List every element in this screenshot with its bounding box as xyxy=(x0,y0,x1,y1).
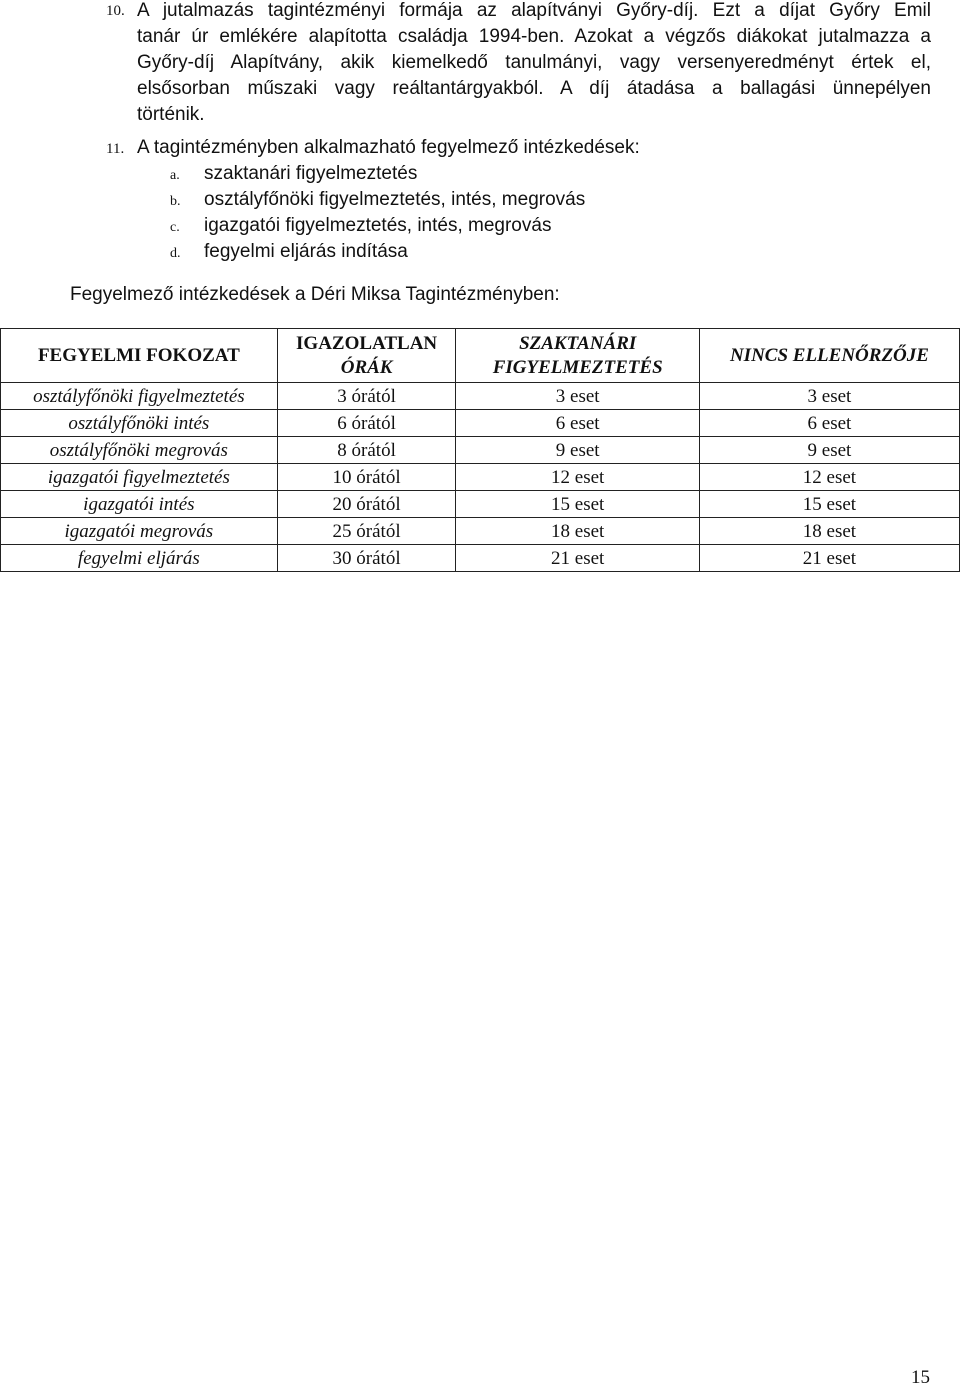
cell-hours: 25 órától xyxy=(277,518,456,545)
subitem-text: igazgatói figyelmeztetés, intés, megrovás xyxy=(204,215,552,236)
cell-no-report-book: 3 eset xyxy=(699,383,959,410)
cell-no-report-book: 21 eset xyxy=(699,545,959,572)
table-row xyxy=(1,518,960,545)
item-11-heading: A tagintézményben alkalmazható fegyelmező intézkedések: xyxy=(137,137,640,158)
cell-hours: 20 órától xyxy=(277,491,456,518)
cell-no-report-book: 6 eset xyxy=(699,410,959,437)
header-text: SZAKTANÁRI xyxy=(519,332,637,354)
item-10-line-5: történik. xyxy=(137,104,205,125)
cell-hours: 6 órától xyxy=(277,410,456,437)
item-10-number: 10. xyxy=(106,3,125,19)
cell-warnings: 15 eset xyxy=(456,491,699,518)
cell-level: osztályfőnöki megrovás xyxy=(1,437,278,464)
header-unexcused-hours xyxy=(277,329,456,383)
header-text: IGAZOLATLAN xyxy=(296,332,438,354)
item-11-subitem xyxy=(170,215,551,237)
table-row xyxy=(1,464,960,491)
table-row xyxy=(1,545,960,572)
subitem-text: osztályfőnöki figyelmeztetés, intés, megrovás xyxy=(204,189,586,210)
cell-warnings: 9 eset xyxy=(456,437,699,464)
item-11-subitem xyxy=(170,189,585,211)
cell-level: igazgatói megrovás xyxy=(1,518,278,545)
cell-warnings: 3 eset xyxy=(456,383,699,410)
cell-level: fegyelmi eljárás xyxy=(1,545,278,572)
page-number: 15 xyxy=(911,1367,930,1388)
item-11-subitem xyxy=(170,241,408,263)
header-disciplinary-level: FEGYELMI FOKOZAT xyxy=(1,329,278,383)
cell-warnings: 18 eset xyxy=(456,518,699,545)
item-11-subitem xyxy=(170,163,417,185)
discipline-table xyxy=(0,328,960,572)
cell-no-report-book: 12 eset xyxy=(699,464,959,491)
cell-warnings: 6 eset xyxy=(456,410,699,437)
cell-hours: 3 órától xyxy=(277,383,456,410)
cell-level: igazgatói figyelmeztetés xyxy=(1,464,278,491)
cell-warnings: 12 eset xyxy=(456,464,699,491)
table-row xyxy=(1,437,960,464)
subitem-letter: c. xyxy=(170,220,180,235)
table-row xyxy=(1,383,960,410)
cell-hours: 8 órától xyxy=(277,437,456,464)
subitem-letter: b. xyxy=(170,194,181,209)
item-10-line-4: elsősorban műszaki vagy reáltantárgyakból. A díj átadása a ballagási ünnepélyen xyxy=(137,78,931,99)
cell-hours: 30 órától xyxy=(277,545,456,572)
subitem-text: szaktanári figyelmeztetés xyxy=(204,163,418,184)
table-header-row xyxy=(1,329,960,383)
header-no-report-book: NINCS ELLENŐRZŐJE xyxy=(699,329,959,383)
subitem-letter: a. xyxy=(170,168,180,183)
cell-level: igazgatói intés xyxy=(1,491,278,518)
cell-warnings: 21 eset xyxy=(456,545,699,572)
table-row xyxy=(1,410,960,437)
table-caption: Fegyelmező intézkedések a Déri Miksa Tagintézményben: xyxy=(70,284,560,305)
cell-hours: 10 órától xyxy=(277,464,456,491)
item-11-number: 11. xyxy=(106,141,125,157)
cell-no-report-book: 18 eset xyxy=(699,518,959,545)
cell-no-report-book: 9 eset xyxy=(699,437,959,464)
item-10-line-2: tanár úr emlékére alapította családja 1994-ben. Azokat a végzős diákokat jutalmazza a xyxy=(137,26,931,47)
cell-level: osztályfőnöki figyelmeztetés xyxy=(1,383,278,410)
header-text: ÓRÁK xyxy=(340,356,393,378)
table-row xyxy=(1,491,960,518)
item-10-line-1: A jutalmazás tagintézményi formája az alapítványi Győry-díj. Ezt a díjat Győry Emil xyxy=(137,0,931,21)
subitem-letter: d. xyxy=(170,246,181,261)
item-10-line-3: Győry-díj Alapítvány, akik kiemelkedő tanulmányi, vagy versenyeredményt értek el, xyxy=(137,52,931,73)
cell-no-report-book: 15 eset xyxy=(699,491,959,518)
subitem-text: fegyelmi eljárás indítása xyxy=(204,241,408,262)
cell-level: osztályfőnöki intés xyxy=(1,410,278,437)
header-teacher-warning xyxy=(456,329,699,383)
header-text: FIGYELMEZTETÉS xyxy=(492,356,663,378)
